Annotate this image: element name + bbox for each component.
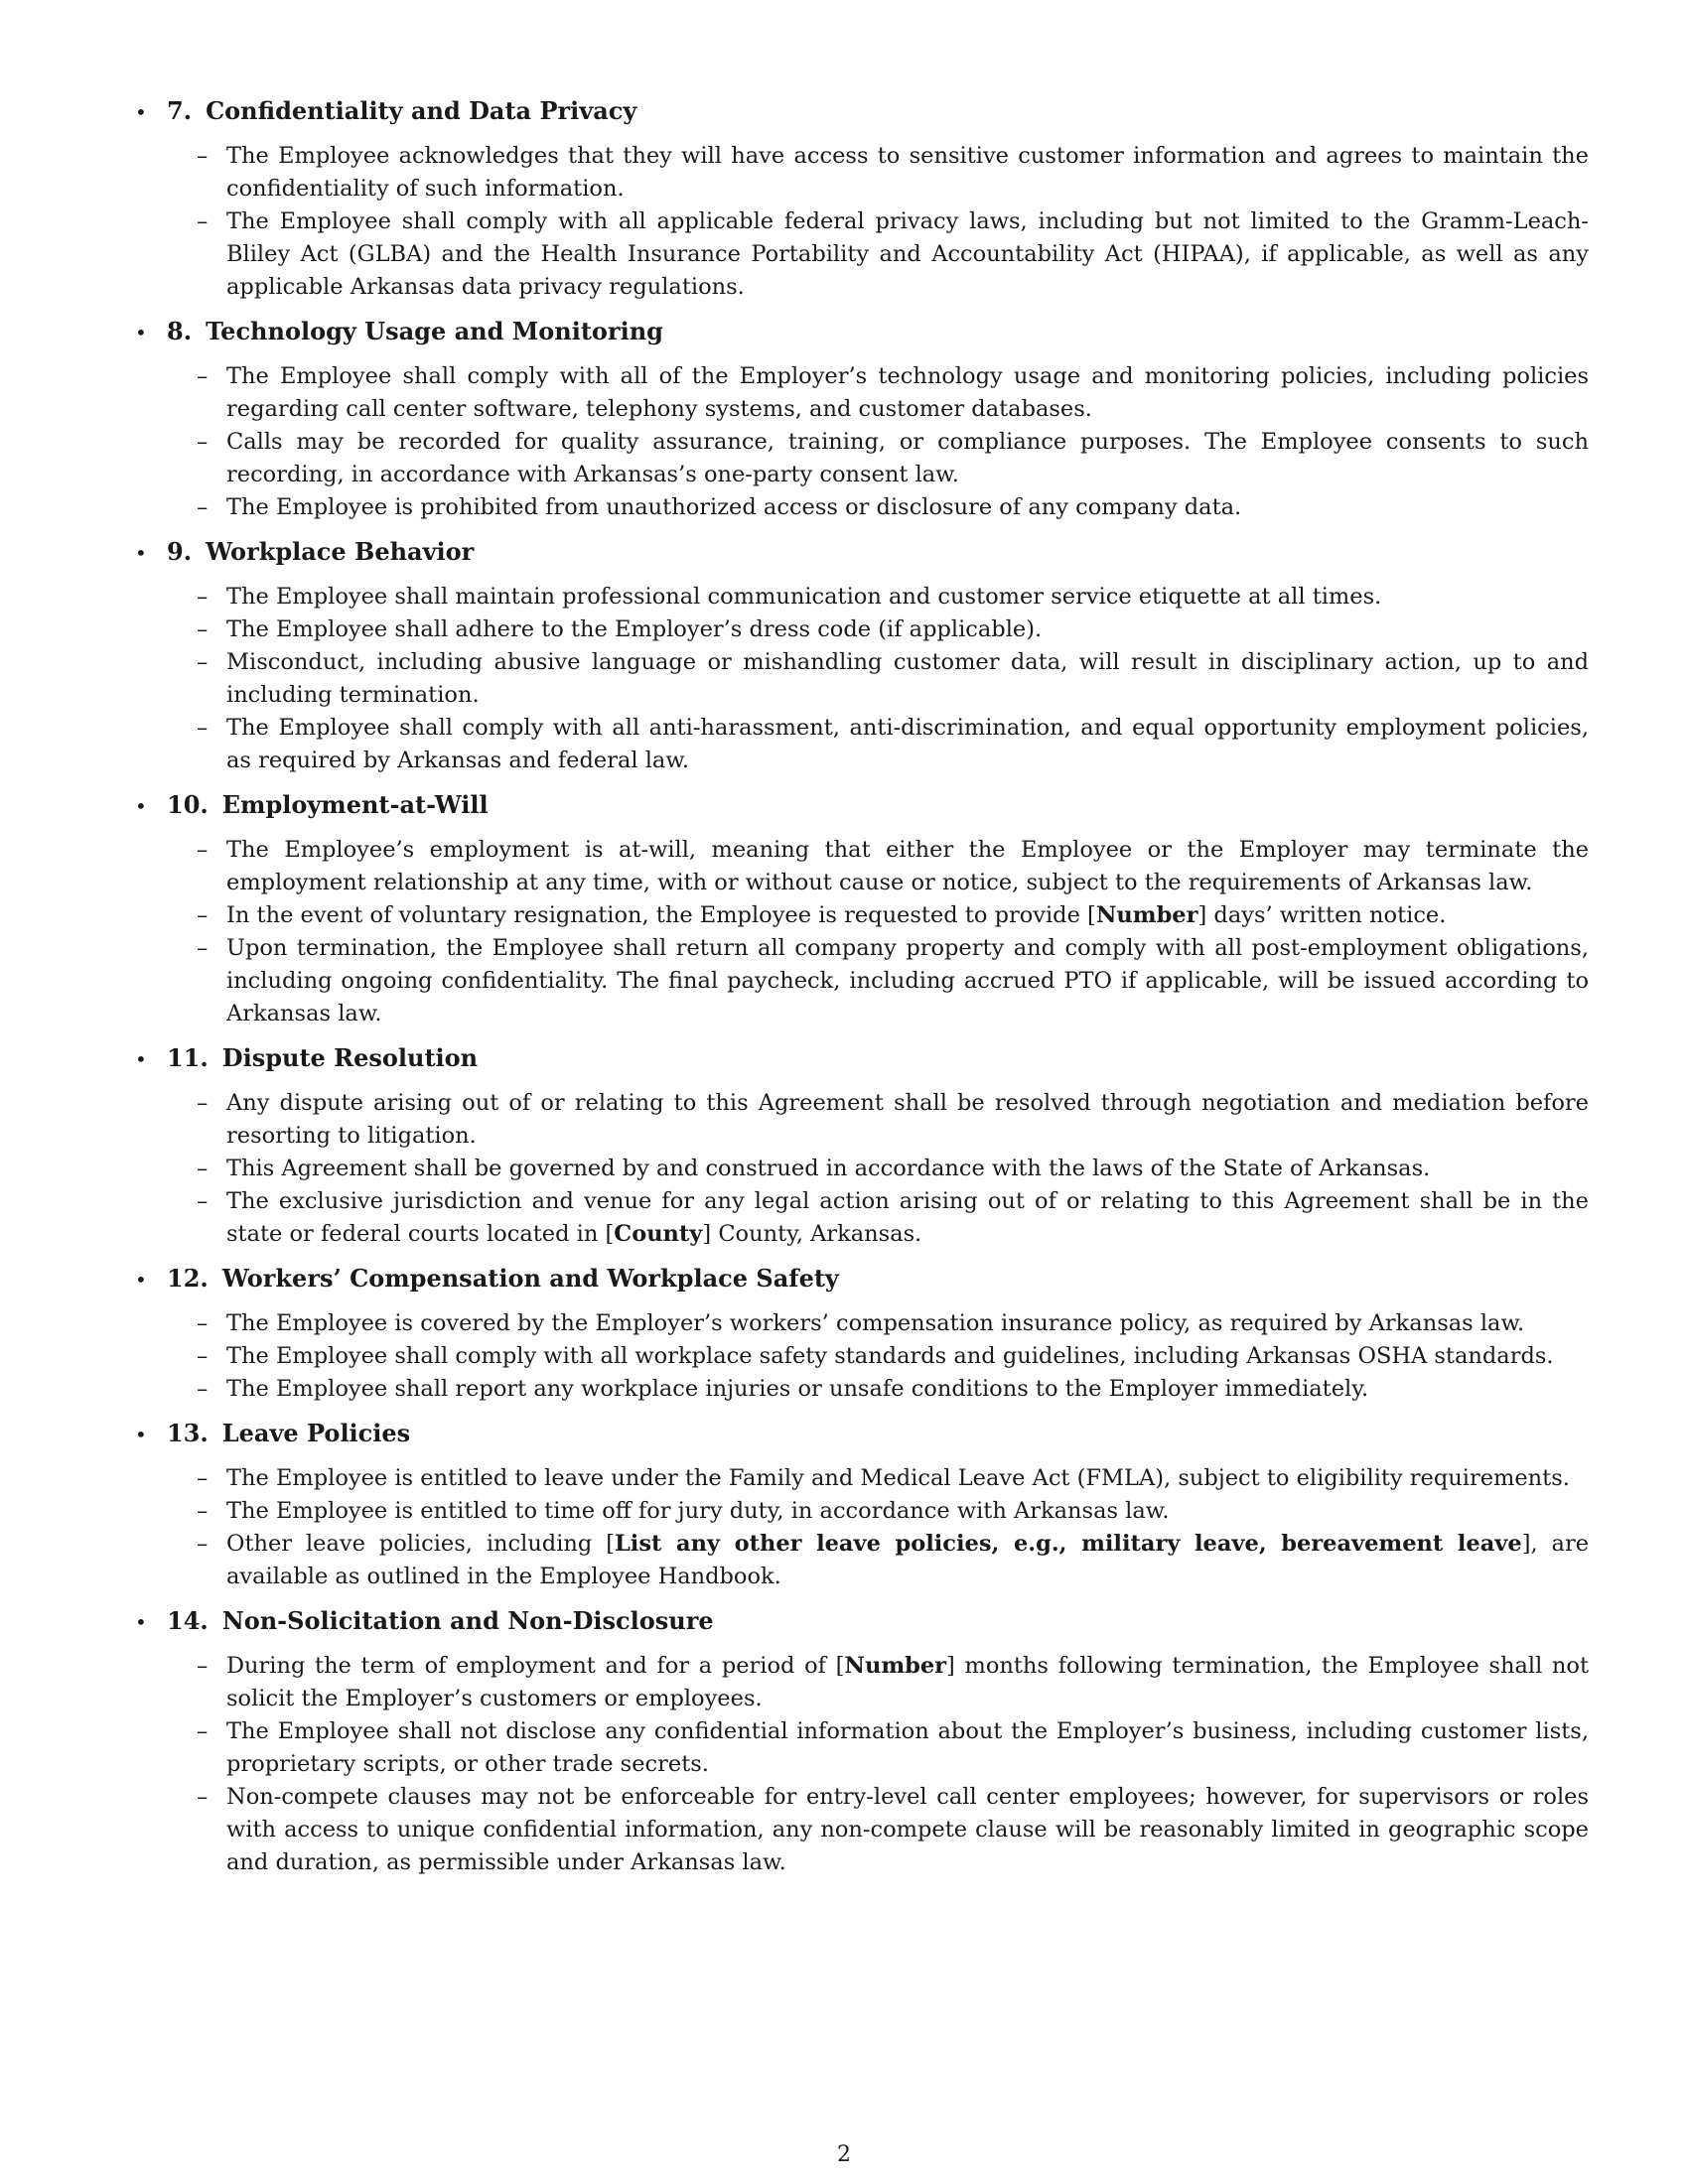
clause-text: The Employee shall comply with all applicable federal privacy laws, including but not limited to the Gramm-Leach-Bliley Act (GLBA) and the Health Insurance Portability and Accountability Act (HIPAA), if applicable, as well as any applicable Arkansas data privacy regulations. [226,208,1589,300]
section-number: 12. [167,1264,209,1293]
dash-icon: – [197,902,209,928]
clause-text: Non-compete clauses may not be enforceable for entry-level call center employees; however, for supervisors or roles with access to unique confidential information, any non-compete clause will be reasonably limited in geographic scope and duration, as permissible under Arkansas law. [226,1784,1589,1875]
dash-icon: – [197,1498,209,1524]
clause-text-after: ] months following termination, the Employee shall not solicit the Employer’s customers or employees. [226,1653,1590,1711]
dash-icon: – [197,1090,209,1116]
clause-item [197,140,1589,205]
clause-item [197,1153,1589,1185]
clause-text: The Employee’s employment is at-will, meaning that either the Employee or the Employer may terminate the employment relationship at any time, with or without cause or notice, subject to the requirements of Arkansas law. [226,837,1589,895]
clause-list [135,581,1589,777]
clause-text-before: During the term of employment and for a period of [ [226,1653,845,1679]
section-heading [135,1263,1589,1296]
section-title: Leave Policies [221,1419,411,1447]
clause-text: The Employee is entitled to leave under the Family and Medical Leave Act (FMLA), subject to eligibility requirements. [226,1465,1570,1491]
section-heading [135,316,1589,348]
clause-item [197,1185,1589,1251]
page-number: 2 [837,2142,851,2167]
clause-item [197,1340,1589,1373]
clause-text-before: In the event of voluntary resignation, the Employee is requested to provide [ [226,902,1096,928]
section-7 [135,95,1589,304]
clause-list [135,1650,1589,1879]
clause-list [135,360,1589,524]
clause-item [197,646,1589,712]
placeholder-field: Number [844,1653,947,1679]
clause-item [197,1650,1589,1715]
clause-item [197,205,1589,304]
clause-text-before: Other leave policies, including [ [226,1531,615,1557]
clause-item [197,1495,1589,1528]
bullet-icon: • [135,1268,147,1292]
bullet-icon: • [135,1047,147,1071]
clause-text: The Employee shall comply with all workplace safety standards and guidelines, including Arkansas OSHA standards. [226,1343,1554,1369]
clause-text: The Employee shall report any workplace injuries or unsafe conditions to the Employer immediately. [226,1376,1369,1402]
section-heading [135,1605,1589,1638]
document-page [135,95,1589,1891]
section-heading [135,1418,1589,1450]
clause-text: The Employee acknowledges that they will have access to sensitive customer information and agrees to maintain the confidentiality of such information. [226,143,1589,202]
clause-text: The Employee shall comply with all anti-harassment, anti-discrimination, and equal opportunity employment policies, as required by Arkansas and federal law. [226,715,1589,773]
bullet-icon: • [135,100,147,124]
clause-item [197,1715,1589,1781]
clause-item [197,581,1589,614]
section-number: 8. [167,317,193,345]
section-12 [135,1263,1589,1406]
clause-text: Calls may be recorded for quality assurance, training, or compliance purposes. The Employee consents to such recording, in accordance with Arkansas’s one-party consent law. [226,429,1589,487]
section-title: Employment-at-Will [221,790,489,819]
clause-item [197,614,1589,646]
dash-icon: – [197,1465,209,1491]
dash-icon: – [197,1376,209,1402]
section-14 [135,1605,1589,1879]
section-title: Dispute Resolution [221,1043,479,1072]
section-heading [135,1042,1589,1075]
clause-item [197,360,1589,426]
clause-item [197,1373,1589,1406]
clause-text: The Employee is prohibited from unauthorized access or disclosure of any company data. [226,494,1242,520]
bullet-icon: • [135,794,147,818]
clause-list [135,140,1589,304]
section-11 [135,1042,1589,1251]
clause-text: The Employee is covered by the Employer’s workers’ compensation insurance policy, as required by Arkansas law. [226,1310,1525,1336]
dash-icon: – [197,1343,209,1369]
placeholder-field: County [614,1221,703,1247]
dash-icon: – [197,1531,209,1557]
dash-icon: – [197,1784,209,1810]
section-number: 9. [167,537,193,566]
section-8 [135,316,1589,524]
clause-text-after: ], are available as outlined in the Employee Handbook. [226,1531,1590,1589]
dash-icon: – [197,143,209,169]
dash-icon: – [197,1653,209,1679]
bullet-icon: • [135,1423,147,1446]
section-title: Confidentiality and Data Privacy [206,96,637,125]
clause-text: The Employee shall comply with all of the Employer’s technology usage and monitoring policies, including policies regarding call center software, telephony systems, and customer databases. [226,363,1589,422]
clause-item [197,426,1589,491]
clause-item [197,1528,1589,1593]
bullet-icon: • [135,541,147,565]
clause-text-after: ] County, Arkansas. [702,1221,922,1247]
clause-item [197,1087,1589,1153]
clause-list [135,1462,1589,1593]
placeholder-field: List any other leave policies, e.g., military leave, bereavement leave [614,1531,1522,1557]
dash-icon: – [197,1310,209,1336]
dash-icon: – [197,837,209,863]
clause-item [197,491,1589,524]
section-title: Technology Usage and Monitoring [206,317,663,345]
clause-item [197,1781,1589,1879]
dash-icon: – [197,1718,209,1744]
dash-icon: – [197,584,209,610]
dash-icon: – [197,208,209,234]
clause-item [197,932,1589,1030]
clause-text: The Employee shall adhere to the Employer’s dress code (if applicable). [226,616,1043,642]
clause-text: Upon termination, the Employee shall return all company property and comply with all post-employment obligations, including ongoing confidentiality. The final paycheck, including accrued PTO if applicable, will be issued according to Arkansas law. [226,935,1589,1026]
clause-list [135,1087,1589,1251]
clause-item [197,1307,1589,1340]
section-title: Workplace Behavior [206,537,475,566]
clause-list [135,1307,1589,1406]
dash-icon: – [197,935,209,961]
section-10 [135,789,1589,1030]
clause-text: The Employee is entitled to time off for jury duty, in accordance with Arkansas law. [226,1498,1170,1524]
section-13 [135,1418,1589,1593]
dash-icon: – [197,429,209,455]
clause-item [197,712,1589,777]
clause-text-before: The exclusive jurisdiction and venue for any legal action arising out of or relating to this Agreement shall be in the state or federal courts located in [ [226,1188,1589,1247]
dash-icon: – [197,363,209,389]
dash-icon: – [197,616,209,642]
clause-text: Any dispute arising out of or relating to this Agreement shall be resolved through negotiation and mediation before resorting to litigation. [226,1090,1589,1149]
section-heading [135,536,1589,569]
section-title: Workers’ Compensation and Workplace Safety [221,1264,839,1293]
clause-item [197,1462,1589,1495]
dash-icon: – [197,715,209,741]
clause-text-after: ] days’ written notice. [1197,902,1447,928]
section-number: 13. [167,1419,209,1447]
section-title: Non-Solicitation and Non-Disclosure [221,1606,714,1635]
clause-text: This Agreement shall be governed by and construed in accordance with the laws of the State of Arkansas. [226,1156,1431,1181]
section-heading [135,95,1589,128]
dash-icon: – [197,494,209,520]
section-number: 11. [167,1043,209,1072]
section-9 [135,536,1589,777]
bullet-icon: • [135,321,147,344]
clause-text: The Employee shall maintain professional communication and customer service etiquette at all times. [226,584,1382,610]
section-number: 10. [167,790,209,819]
dash-icon: – [197,1188,209,1214]
clause-text: Misconduct, including abusive language or mishandling customer data, will result in disciplinary action, up to and including termination. [226,649,1589,708]
dash-icon: – [197,1156,209,1181]
dash-icon: – [197,649,209,675]
bullet-icon: • [135,1610,147,1634]
clause-list [135,834,1589,1030]
clause-text: The Employee shall not disclose any confidential information about the Employer’s business, including customer lists, proprietary scripts, or other trade secrets. [226,1718,1589,1777]
section-heading [135,789,1589,822]
clause-item [197,899,1589,932]
section-number: 7. [167,96,193,125]
section-number: 14. [167,1606,209,1635]
placeholder-field: Number [1095,902,1198,928]
clause-item [197,834,1589,899]
